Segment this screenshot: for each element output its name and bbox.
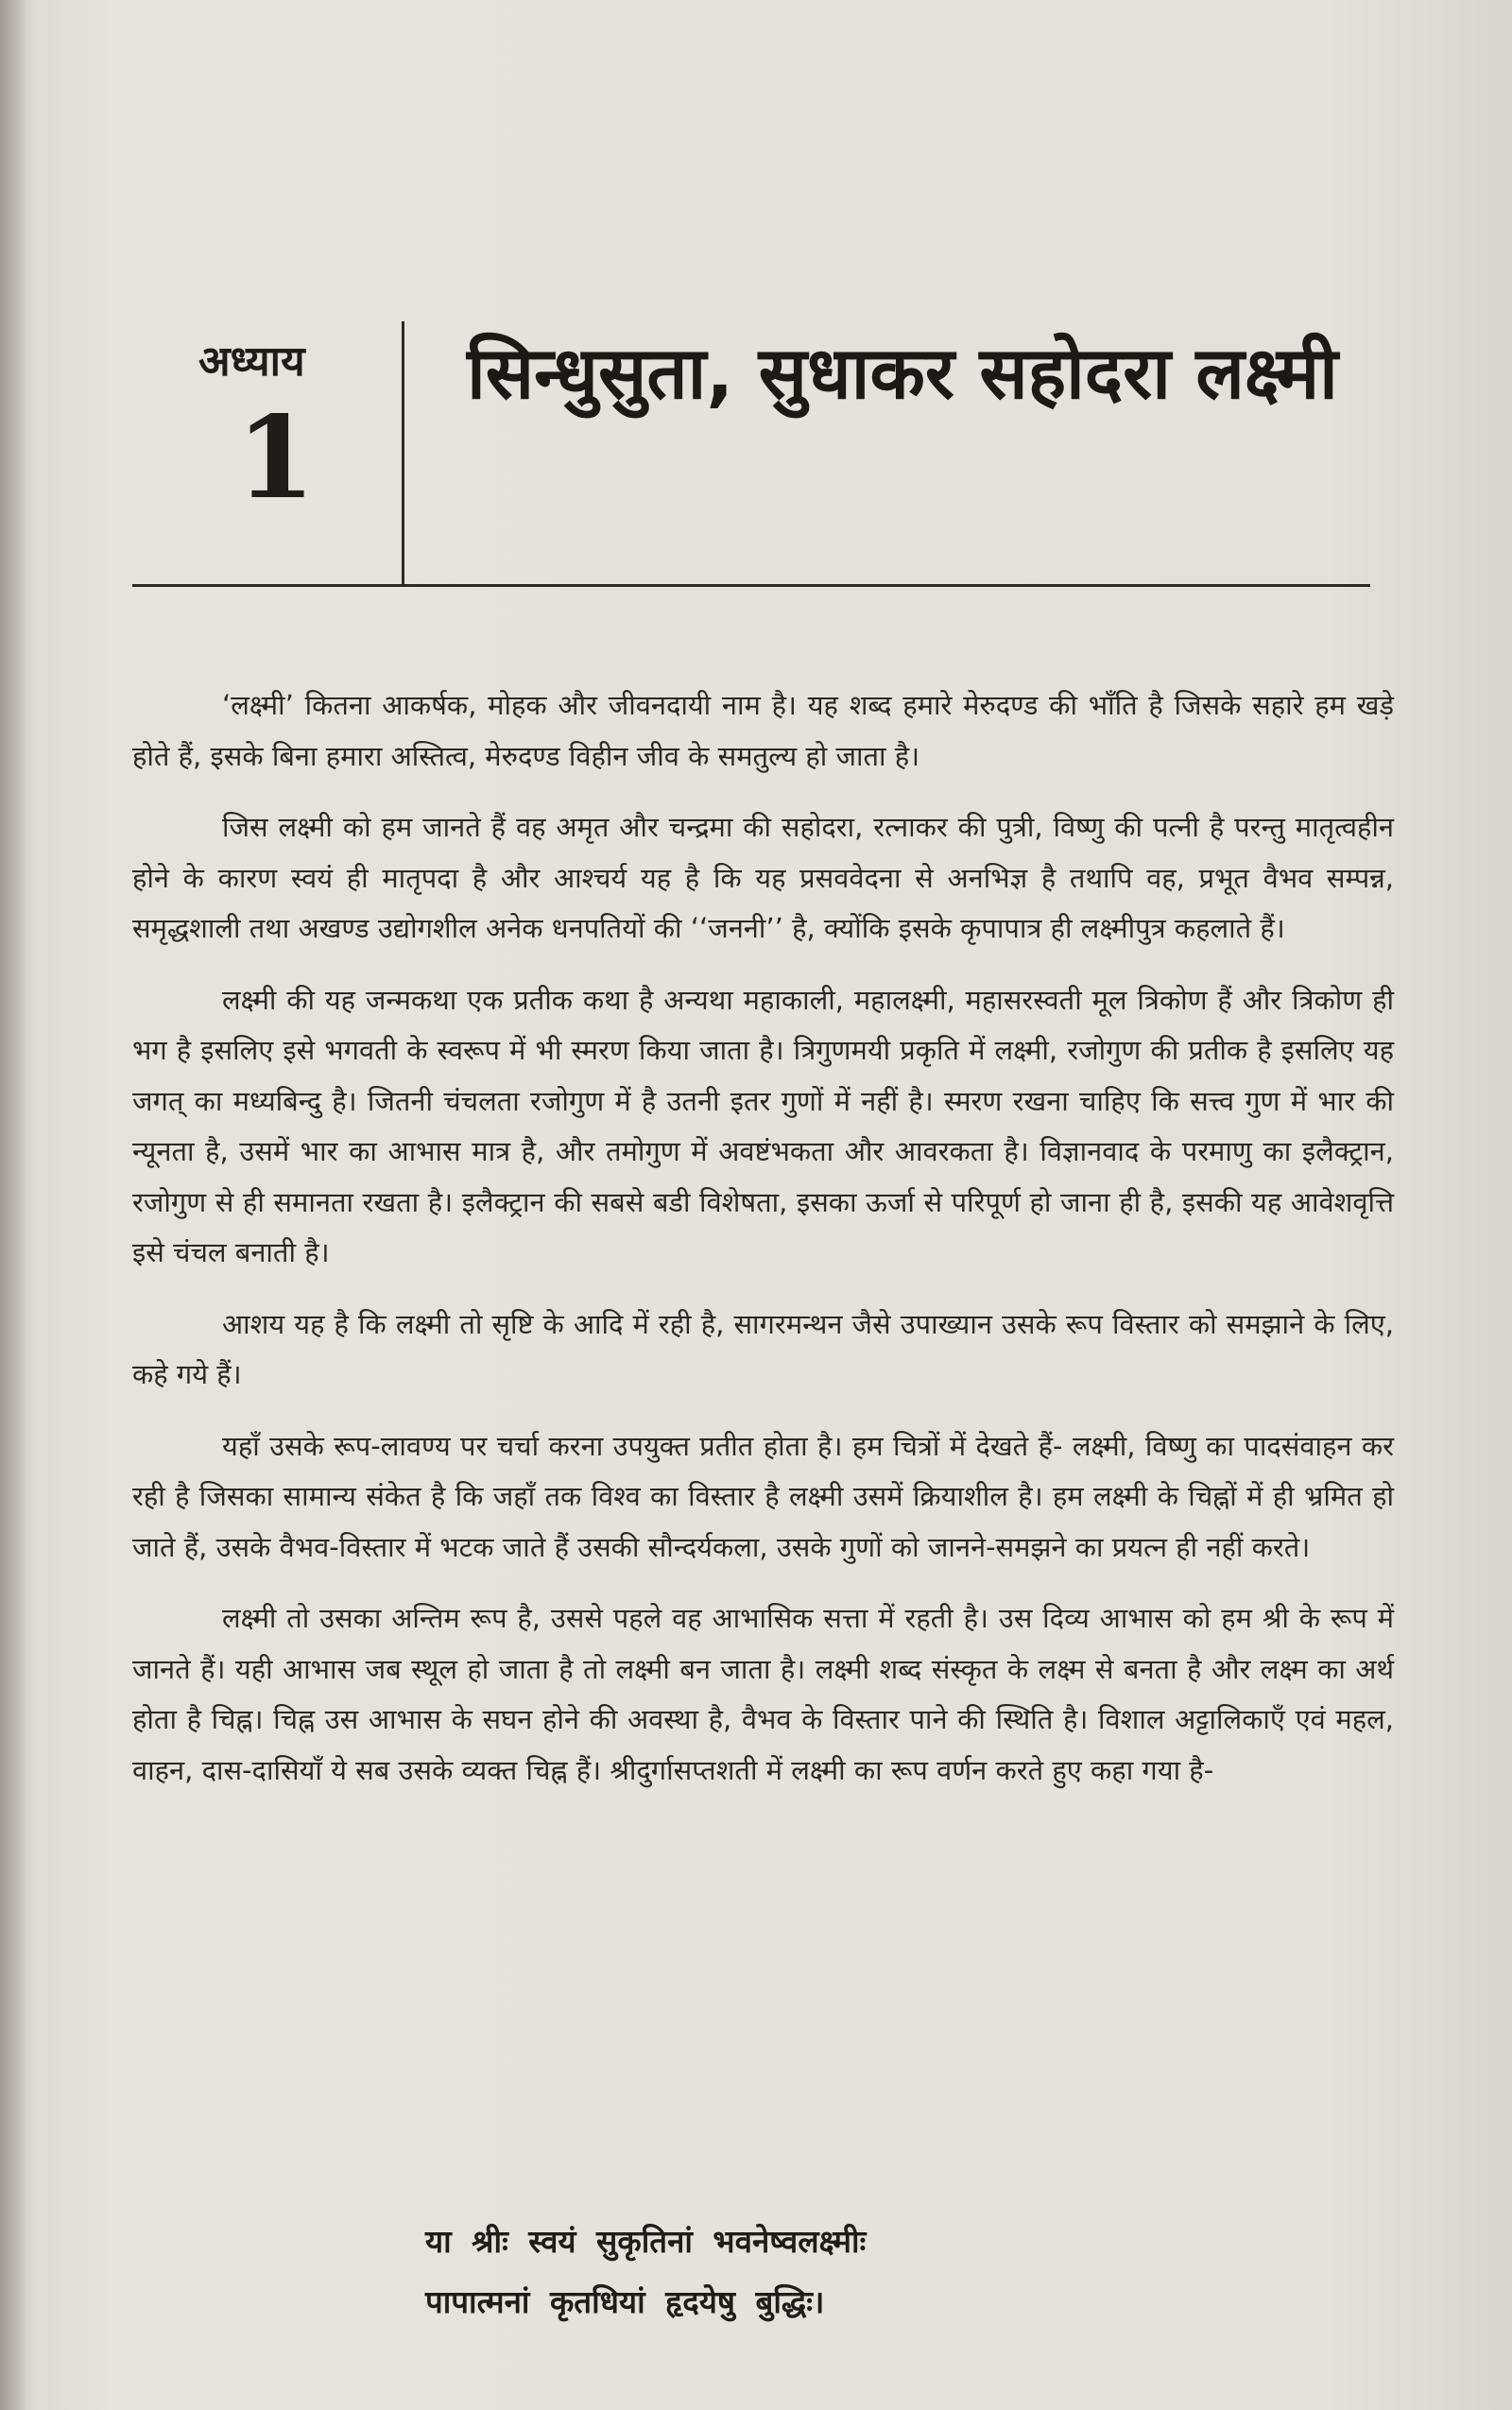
sanskrit-verse: [425, 2212, 1181, 2333]
chapter-label: अध्याय: [198, 337, 305, 386]
paragraph-1: ‘लक्ष्मी’ कितना आकर्षक, मोहक और जीवनदायी नाम है। यह शब्द हमारे मेरुदण्ड की भाँति है जिसके सहारे हम खड़े होते हैं, इसके बिना हमारा अस्तित्व, मेरुदण्ड विहीन जीव के समतुल्य हो जाता है।: [132, 689, 1394, 772]
chapter-title: सिन्धुसुता, सुधाकर सहोदरा लक्ष्मी: [467, 331, 1338, 415]
chapter-header: [142, 312, 1370, 595]
chapter-body: [132, 680, 1394, 1816]
header-underline: [132, 584, 1370, 587]
paragraph-2: जिस लक्ष्मी को हम जानते हैं वह अमृत और चन्द्रमा की सहोदरा, रत्नाकर की पुत्री, विष्णु की पत्नी है परन्तु मातृत्वहीन होने के कारण स्वयं ही मातृपदा है और आश्चर्य यह है कि यह प्रसववेदना से अनभिज्ञ है तथापि वह, प्रभूत वैभव सम्पन्न, समृद्धशाली तथा अखण्ड उद्योगशील अनेक धनपतियों की ‘‘जननी’’ है, क्योंकि इसके कृपापात्र ही लक्ष्मीपुत्र कहलाते हैं।: [132, 811, 1394, 944]
chapter-number: 1: [236, 391, 316, 525]
paragraph-4: आशय यह है कि लक्ष्मी तो सृष्टि के आदि में रही है, सागरमन्थन जैसे उपाख्यान उसके रूप विस्तार को समझाने के लिए, कहे गये हैं।: [132, 1307, 1394, 1390]
paragraph-5: यहाँ उसके रूप-लावण्य पर चर्चा करना उपयुक्त प्रतीत होता है। हम चित्रों में देखते हैं- लक्ष्मी, विष्णु का पादसंवाहन कर रही है जिसका सामान्य संकेत है कि जहाँ तक विश्व का विस्तार है लक्ष्मी उसमें क्रियाशील है। हम लक्ष्मी के चिह्नों में ही भ्रमित हो जाते हैं, उसके वैभव-विस्तार में भटक जाते हैं उसकी सौन्दर्यकला, उसके गुणों को जानने-समझने का प्रयत्न ही नहीं करते।: [132, 1429, 1394, 1563]
vertical-divider: [402, 321, 404, 586]
paragraph-3: लक्ष्मी की यह जन्मकथा एक प्रतीक कथा है अन्यथा महाकाली, महालक्ष्मी, महासरस्वती मूल त्रिकोण हैं और त्रिकोण ही भग है इसलिए इसे भगवती के स्वरूप में भी स्मरण किया जाता है। त्रिगुणमयी प्रकृति में लक्ष्मी, रजोगुण की प्रतीक है इसलिए यह जगत् का मध्यबिन्दु है। जितनी चंचलता रजोगुण में है उतनी इतर गुणों में नहीं है। स्मरण रखना चाहिए कि सत्त्व गुण में भार की न्यूनता है, उसमें भार का आभास मात्र है, और तमोगुण में अवष्टंभकता और आवरकता है। विज्ञानवाद के परमाणु का इलैक्ट्रान, रजोगुण से ही समानता रखता है। इलैक्ट्रान की सबसे बडी विशेषता, इसका ऊर्जा से परिपूर्ण हो जाना ही है, इसकी यह आवेशवृत्ति इसे चंचल बनाती है।: [132, 983, 1394, 1268]
paragraph-6: लक्ष्मी तो उसका अन्तिम रूप है, उससे पहले वह आभासिक सत्ता में रहती है। उस दिव्य आभास को हम श्री के रूप में जानते हैं। यही आभास जब स्थूल हो जाता है तो लक्ष्मी बन जाता है। लक्ष्मी शब्द संस्कृत के लक्ष्म से बनता है और लक्ष्म का अर्थ होता है चिह्न। चिह्न उस आभास के सघन होने की अवस्था है, वैभव के विस्तार पाने की स्थिति है। विशाल अट्टालिकाएँ एवं महल, वाहन, दास-दासियाँ ये सब उसके व्यक्त चिह्न हैं। श्रीदुर्गासप्तशती में लक्ष्मी का रूप वर्णन करते हुए कहा गया है-: [132, 1602, 1394, 1786]
verse-line-1: या श्रीः स्वयं सुकृतिनां भवनेष्वलक्ष्मीः: [425, 2223, 867, 2260]
page-binding-shadow: [0, 0, 26, 2410]
verse-line-2: पापात्मनां कृतधियां हृदयेषु बुद्धिः।: [425, 2283, 825, 2320]
